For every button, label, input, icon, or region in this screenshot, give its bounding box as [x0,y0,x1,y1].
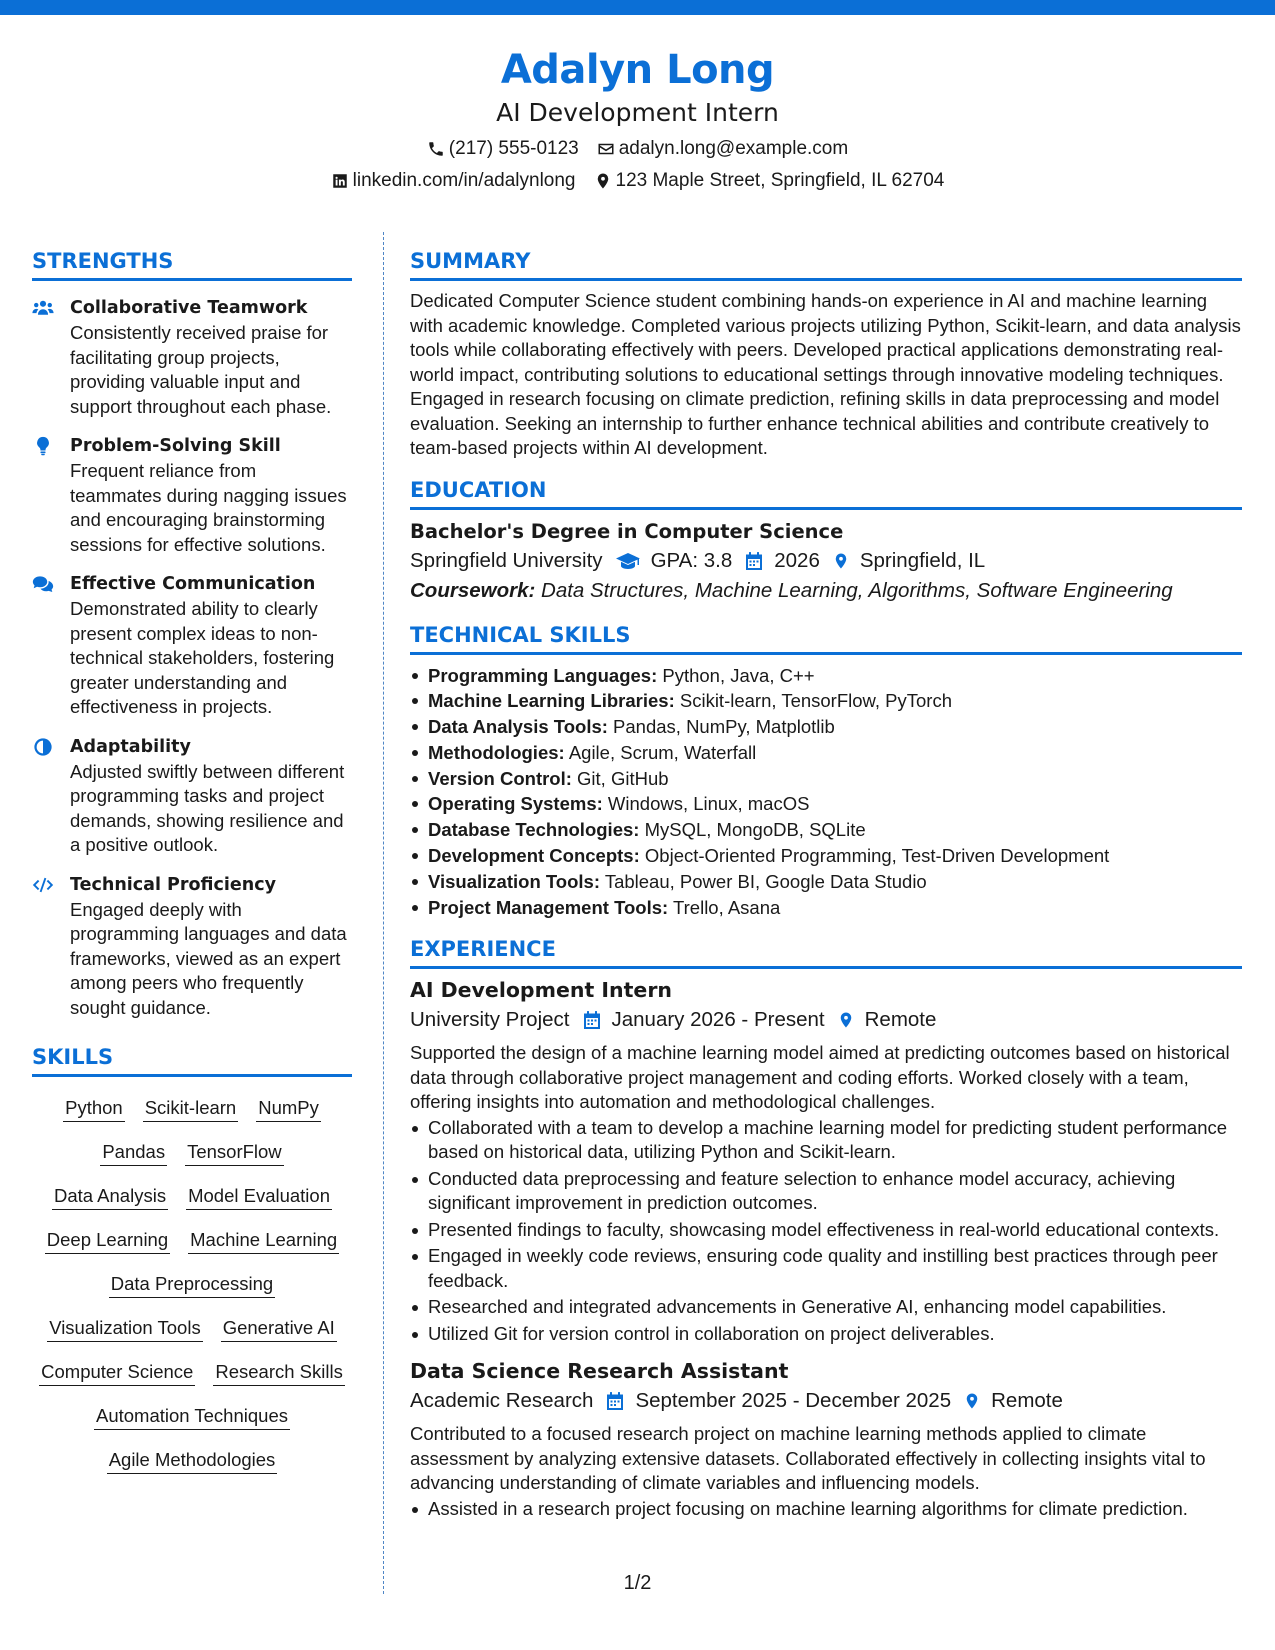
list-item [410,817,1242,843]
strength-title: Collaborative Teamwork [70,298,308,318]
summary-heading: SUMMARY [410,246,1242,281]
lightbulb-icon [32,436,54,456]
linkedin-contact[interactable] [331,166,576,196]
skill-tag: Generative AI [221,1315,337,1342]
skill-category: Operating Systems: [428,793,603,815]
left-column [32,246,352,1474]
phone-text: (217) 555-0123 [448,138,579,159]
experience-heading: EXPERIENCE [410,934,1242,969]
school-name: Springfield University [410,548,603,572]
job-dates: January 2026 - Present [611,1008,825,1032]
strength-description: Adjusted swiftly between different programming tasks and project demands, showing resilience and a positive outlook. [70,760,345,855]
school-location: Springfield, IL [859,548,986,572]
skill-tag: Pandas [100,1139,167,1166]
skill-tag: NumPy [256,1095,321,1122]
strength-title: Effective Communication [70,574,316,594]
email-text: adalyn.long@example.com [618,138,849,159]
technical-skills-list [410,663,1242,921]
strength-item [32,295,352,419]
candidate-title: AI Development Intern [496,98,779,127]
coursework-list: Data Structures, Machine Learning, Algorithms, Software Engineering [541,578,1173,602]
list-item [410,895,1242,921]
strength-description: Engaged deeply with programming languages and data frameworks, viewed as an expert among peers who frequently sought guidance. [70,898,347,1018]
skill-values: Agile, Scrum, Waterfall [568,741,757,763]
skill-tag: TensorFlow [185,1139,284,1166]
list-item: Conducted data preprocessing and feature selection to enhance model accuracy, achieving significant improvement in prediction outcomes. [410,1167,1242,1216]
code-icon [32,875,54,895]
envelope-icon [597,140,615,158]
list-item: Collaborated with a team to develop a machine learning model for predicting student performance based on historical data, utilizing Python and Scikit-learn. [410,1116,1242,1165]
strength-description: Consistently received praise for facilitating group projects, providing valuable input and support throughout each phase. [70,322,332,417]
summary-text: Dedicated Computer Science student combining hands-on experience in AI and machine learning with academic knowledge. Completed various projects utilizing Python, Scikit-learn, and data analysis tools while collaborating effectively with peers. Developed practical applications demonstrating real-world impact, contributing solutions to educational settings through innovative modeling techniques. Engaged in research focusing on climate prediction, refining skills in data preprocessing and model evaluation. Seeking an internship to further enhance technical abilities and contribute creatively to team-based projects within AI development. [410,290,1241,458]
strength-title: Problem-Solving Skill [70,436,281,456]
skill-category: Machine Learning Libraries: [428,690,675,712]
skills-list [32,1095,352,1474]
map-pin-icon [837,1010,855,1030]
skill-category: Data Analysis Tools: [428,716,608,738]
job-entry [410,975,1242,1346]
list-item [410,869,1242,895]
strength-item [32,734,352,858]
skill-values: Object-Oriented Programming, Test-Driven Development [644,845,1110,867]
phone-contact[interactable] [427,134,579,164]
map-pin-icon [963,1391,981,1411]
strength-description: Frequent reliance from teammates during nagging issues and encouraging brainstorming sessions for effective solutions. [70,460,347,555]
job-org: Academic Research [410,1389,594,1413]
comments-icon [32,574,54,594]
skill-values: Trello, Asana [673,896,781,918]
skill-category: Version Control: [428,767,572,789]
coursework-label: Coursework: [410,578,536,602]
skill-category: Development Concepts: [428,845,640,867]
list-item [410,688,1242,714]
skill-tag: Deep Learning [45,1227,170,1254]
list-item: Engaged in weekly code reviews, ensuring code quality and instilling best practices through peer feedback. [410,1244,1242,1293]
skills-heading: SKILLS [32,1042,352,1077]
strength-description: Demonstrated ability to clearly present complex ideas to non-technical stakeholders, fostering greater understanding and effectiveness in projects. [70,598,335,717]
list-item: Utilized Git for version control in collaboration on project deliverables. [410,1322,1242,1347]
skill-values: Git, GitHub [577,767,669,789]
skill-tag: Automation Techniques [94,1403,290,1430]
technical-skills-heading: TECHNICAL SKILLS [410,620,1242,655]
email-contact[interactable] [597,134,848,164]
skill-category: Programming Languages: [428,664,658,686]
skill-category: Visualization Tools: [428,870,601,892]
address-contact [594,166,945,196]
list-item [410,663,1242,689]
calendar-icon [744,551,764,571]
list-item [410,766,1242,792]
job-bullets [410,1116,1242,1347]
job-entry [410,1356,1242,1521]
right-column [410,246,1242,1521]
skill-values: Pandas, NumPy, Matplotlib [613,716,835,738]
map-pin-icon [594,172,612,190]
phone-icon [427,140,445,158]
list-item: Presented findings to faculty, showcasing model effectiveness in real-world educational contexts. [410,1218,1242,1243]
job-org: University Project [410,1008,570,1032]
skill-values: Tableau, Power BI, Google Data Studio [604,870,927,892]
strengths-heading: STRENGTHS [32,246,352,281]
page-number: 1/2 [623,1572,652,1594]
list-item [410,843,1242,869]
column-divider [383,232,384,1594]
skill-tag: Machine Learning [188,1227,339,1254]
skill-values: Python, Java, C++ [662,664,815,686]
degree-title: Bachelor's Degree in Computer Science [410,519,844,543]
education-meta [410,546,1242,576]
graduation-year: 2026 [774,548,820,572]
candidate-name: Adalyn Long [500,47,775,93]
strength-item [32,571,352,720]
map-pin-icon [832,551,850,571]
skill-tag: Agile Methodologies [107,1447,278,1474]
users-icon [32,298,54,318]
graduation-cap-icon [615,551,641,571]
job-description: Contributed to a focused research project on machine learning methods applied to climate assessment by analyzing extensive datasets. Collaborated effectively in collecting insights vital to advancing understanding of climate variables and influencing models. [410,1423,1206,1494]
job-description: Supported the design of a machine learning model aimed at predicting outcomes based on historical data through collaborative project management and coding efforts. Worked closely with a team, offering insights into automation and methodological challenges. [410,1042,1230,1113]
skill-values: Scikit-learn, TensorFlow, PyTorch [679,690,952,712]
job-location: Remote [864,1008,937,1032]
skill-tag: Data Analysis [52,1183,168,1210]
calendar-icon [605,1391,625,1411]
half-circle-icon [32,737,54,757]
contact-row-2 [0,166,1275,196]
linkedin-text: linkedin.com/in/adalynlong [352,170,576,191]
strength-item [32,872,352,1021]
skill-tag: Research Skills [213,1359,345,1386]
job-title: Data Science Research Assistant [410,1359,789,1384]
skill-tag: Scikit-learn [143,1095,239,1122]
job-dates: September 2025 - December 2025 [635,1389,952,1413]
job-bullets [410,1497,1242,1522]
list-item [410,714,1242,740]
skill-tag: Visualization Tools [47,1315,203,1342]
address-text: 123 Maple Street, Springfield, IL 62704 [615,170,945,191]
job-location: Remote [991,1389,1063,1413]
skill-category: Project Management Tools: [428,896,669,918]
resume-header [0,44,1275,196]
top-accent-bar [0,0,1275,15]
skill-tag: Model Evaluation [186,1183,332,1210]
skill-values: Windows, Linux, macOS [607,793,810,815]
strength-title: Technical Proficiency [70,874,276,895]
skill-category: Database Technologies: [428,819,640,841]
list-item [410,791,1242,817]
list-item: Assisted in a research project focusing on machine learning algorithms for climate prediction. [410,1497,1242,1522]
skill-tag: Data Preprocessing [109,1271,275,1298]
skill-category: Methodologies: [428,741,565,763]
gpa: GPA: 3.8 [650,548,733,572]
job-title: AI Development Intern [410,978,673,1003]
education-heading: EDUCATION [410,475,1242,510]
contact-row-1 [0,134,1275,164]
skill-tag: Python [63,1095,125,1122]
calendar-icon [582,1010,602,1030]
skill-values: MySQL, MongoDB, SQLite [644,819,866,841]
linkedin-icon [331,172,349,190]
job-meta [410,1386,1242,1416]
skill-tag: Computer Science [39,1359,195,1386]
coursework [410,576,1242,606]
strength-title: Adaptability [70,736,191,757]
strength-item [32,433,352,557]
job-meta [410,1005,1242,1035]
list-item: Researched and integrated advancements in Generative AI, enhancing model capabilities. [410,1295,1242,1320]
list-item [410,740,1242,766]
